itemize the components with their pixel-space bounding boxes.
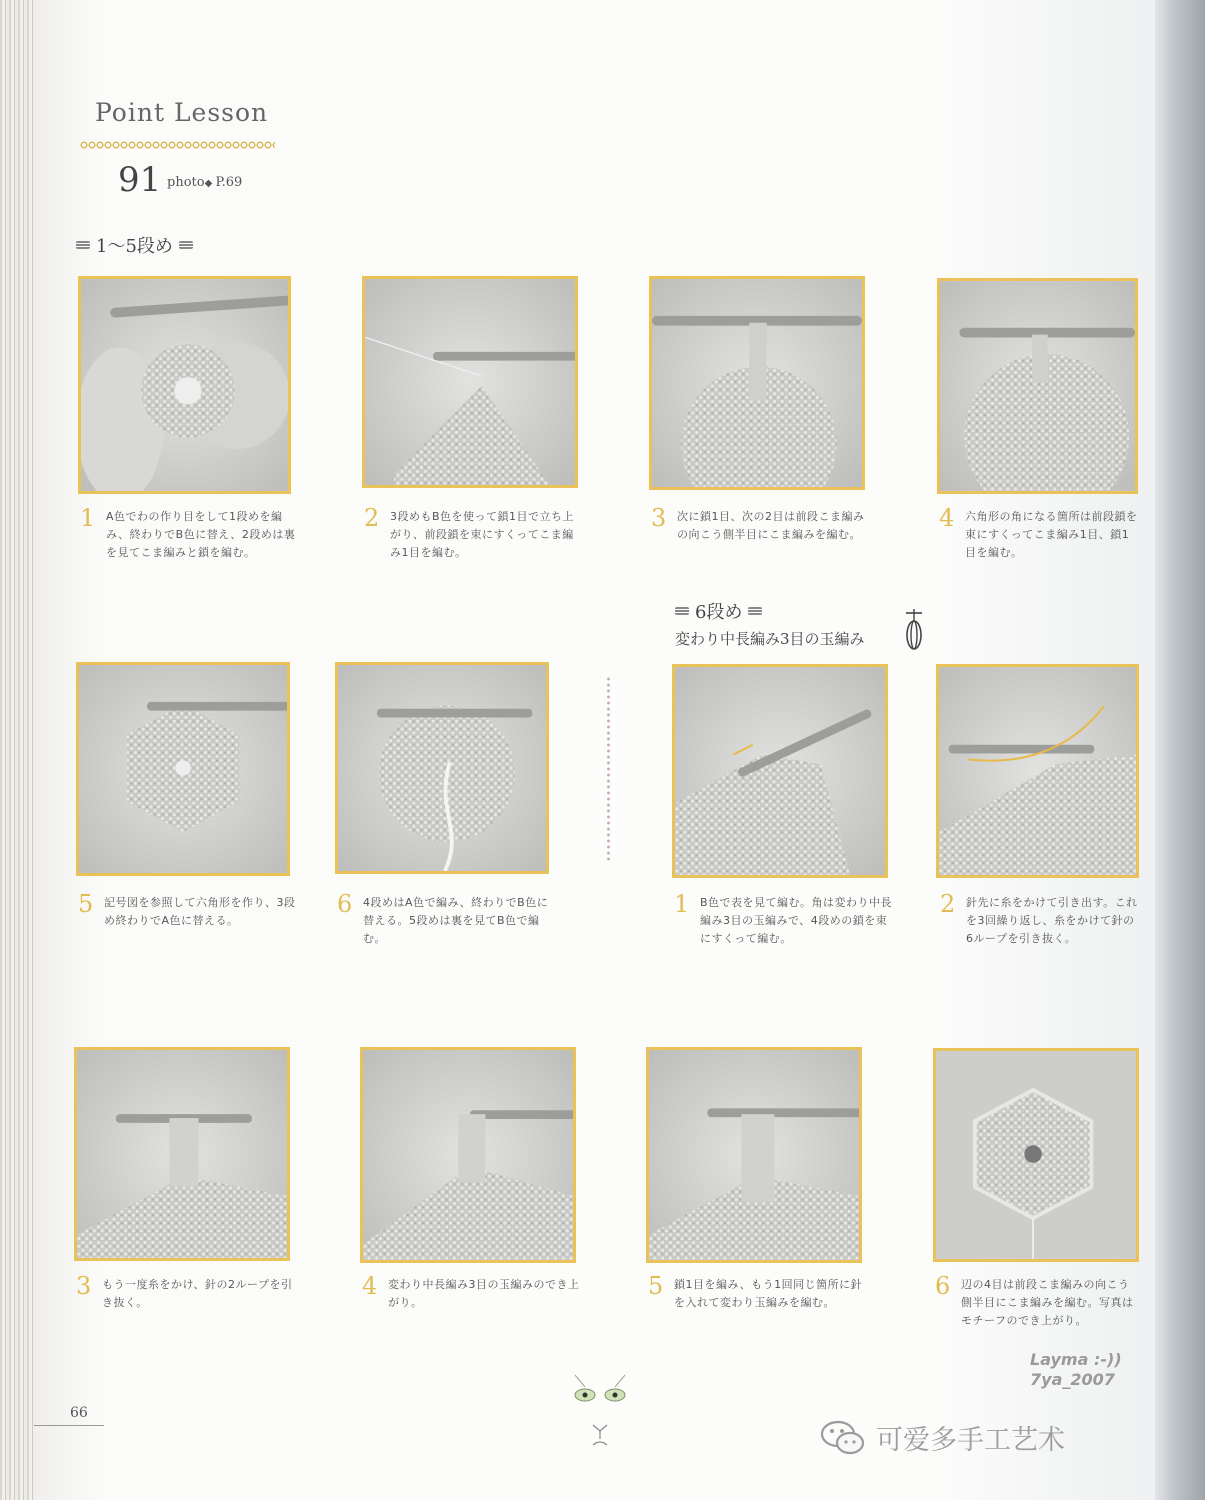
lesson-title: Point Lesson	[95, 98, 269, 127]
watermark	[820, 1418, 1065, 1457]
step-instruction: 次に鎖1目、次の2目は前段こま編みの向こう側半目にこま編みを編む。	[677, 510, 865, 541]
step-2-1	[674, 890, 896, 948]
step-number: 3	[651, 504, 667, 532]
decorative-chain-divider	[80, 141, 275, 149]
step-photo-1-4	[937, 278, 1138, 494]
step-1-3	[651, 504, 871, 544]
step-number: 5	[648, 1272, 664, 1300]
step-2-5	[648, 1272, 868, 1312]
section-heading-row-6	[675, 598, 762, 624]
step-photo-1-6	[335, 662, 549, 874]
step-number: 6	[935, 1272, 951, 1300]
wechat-icon	[820, 1419, 866, 1457]
photo-reference	[167, 175, 242, 190]
step-photo-2-4	[360, 1047, 576, 1263]
heading-mark-icon	[748, 607, 762, 615]
step-instruction: 六角形の角になる箇所は前段鎖を束にすくってこま編み1目、鎖1目を編む。	[965, 510, 1138, 559]
section-divider	[607, 676, 610, 862]
step-1-6	[337, 890, 557, 948]
section-heading-rows-1-5	[76, 232, 193, 258]
heading-mark-icon	[179, 241, 193, 249]
section-heading-text: 6段め	[695, 602, 743, 623]
step-number: 2	[364, 504, 380, 532]
step-photo-2-5	[646, 1047, 862, 1263]
page-number-rule	[34, 1425, 104, 1426]
step-instruction: 鎖1目を編み、もう1回同じ箇所に針を入れて変わり玉編みを編む。	[674, 1278, 863, 1309]
step-instruction: もう一度糸をかけ、針の2ループを引き抜く。	[102, 1278, 293, 1309]
cat-face-icon	[555, 1365, 645, 1455]
heading-mark-icon	[675, 607, 689, 615]
step-number: 4	[939, 504, 955, 532]
scanner-signature	[1030, 1350, 1122, 1390]
step-instruction: 変わり中長編み3目の玉編みのでき上がり。	[388, 1278, 580, 1309]
step-instruction: 4段めはA色で編み、終わりでB色に替える。5段めは裏を見てB色で編む。	[363, 896, 549, 945]
step-instruction: A色でわの作り目をして1段めを編み、終わりでB色に替え、2段めは裏を見てこま編みと鎖を編む。	[106, 510, 296, 559]
step-2-4	[362, 1272, 582, 1312]
page-number: 66	[70, 1405, 88, 1421]
pattern-number: 91	[118, 160, 162, 200]
step-instruction: 辺の4目は前段こま編みの向こう側半目にこま編みを編む。写真はモチーフのでき上がり。	[961, 1278, 1134, 1327]
step-number: 4	[362, 1272, 378, 1300]
next-page-edge	[1155, 0, 1205, 1500]
step-photo-2-2	[936, 664, 1139, 878]
section-heading-text: 1～5段め	[96, 236, 173, 257]
step-instruction: 記号図を参照して六角形を作り、3段め終わりでA色に替える。	[104, 896, 296, 927]
step-number: 1	[80, 504, 96, 532]
photo-page: P.69	[215, 175, 243, 190]
step-2-3	[76, 1272, 296, 1312]
step-photo-1-1	[78, 276, 291, 494]
step-photo-1-2	[362, 276, 578, 488]
step-instruction: 針先に糸をかけて引き出す。これを3回繰り返し、糸をかけて針の6ループを引き抜く。	[966, 896, 1138, 945]
step-photo-2-1	[672, 664, 888, 878]
step-photo-2-3	[74, 1047, 290, 1261]
step-photo-1-3	[649, 276, 865, 490]
step-number: 3	[76, 1272, 92, 1300]
arrow-icon: ◆	[204, 178, 216, 189]
step-2-2	[940, 890, 1140, 948]
step-1-4	[939, 504, 1139, 562]
step-1-2	[364, 504, 584, 562]
step-1-1	[80, 504, 300, 562]
step-instruction: 3段めもB色を使って鎖1目で立ち上がり、前段鎖を束にすくってこま編み1目を編む。	[390, 510, 575, 559]
step-number: 6	[337, 890, 353, 918]
book-spine-edge	[0, 0, 34, 1500]
stitch-name: 変わり中長編み3目の玉編み	[675, 630, 865, 648]
heading-mark-icon	[76, 241, 90, 249]
photo-label: photo	[167, 175, 205, 190]
signature-line-2: 7ya_2007	[1030, 1370, 1115, 1389]
step-2-6	[935, 1272, 1140, 1330]
step-photo-1-5	[76, 662, 290, 876]
step-1-5	[78, 890, 298, 930]
step-number: 2	[940, 890, 956, 918]
watermark-text: 可爱多手工艺术	[876, 1425, 1065, 1456]
signature-line-1: Layma :-))	[1030, 1350, 1122, 1369]
cluster-stitch-symbol-icon	[903, 605, 925, 657]
step-number: 5	[78, 890, 94, 918]
step-number: 1	[674, 890, 690, 918]
step-photo-2-6	[933, 1048, 1139, 1262]
step-instruction: B色で表を見て編む。角は変わり中長編み3目の玉編みで、4段めの鎖を束にすくって編む。	[700, 896, 893, 945]
